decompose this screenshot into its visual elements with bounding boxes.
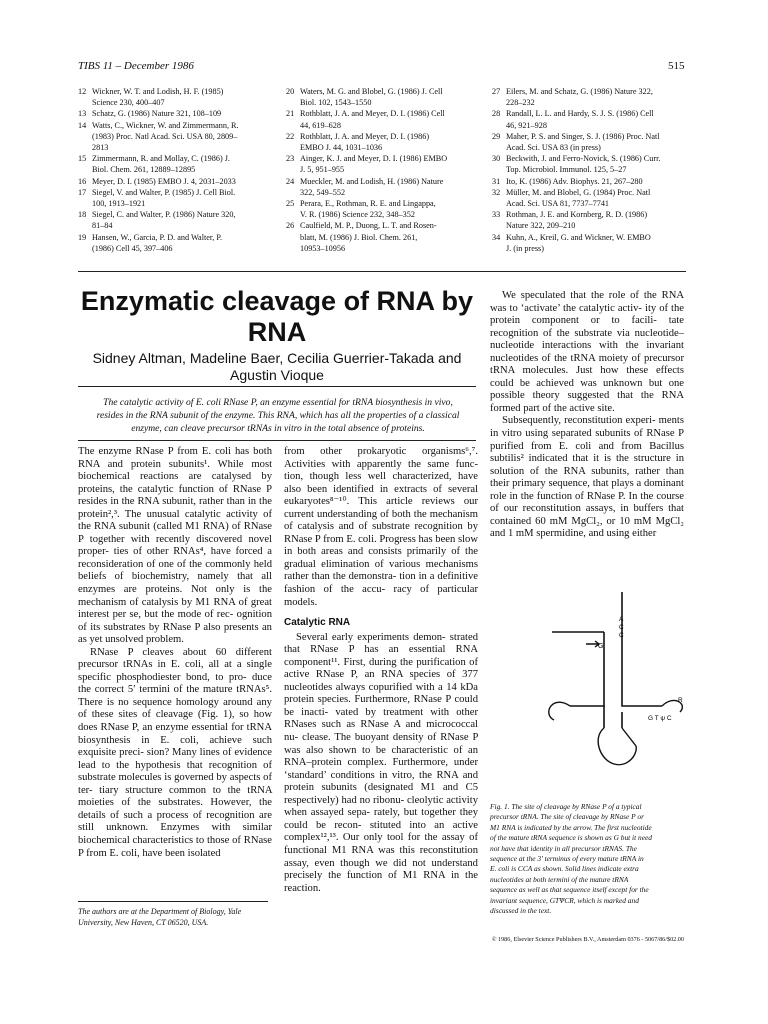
body-text-line: ity of the protein component or to facili- bbox=[490, 302, 684, 327]
body-text-line: catalytic activity of the RNA subunit bbox=[78, 508, 272, 533]
reference-text: Ito, K. (1986) Adv. Biophys. 21, 267–280 bbox=[506, 176, 643, 186]
figure-label-a: A bbox=[619, 616, 624, 623]
reference-text: 81–84 bbox=[92, 221, 113, 231]
authors-line: Agustin Vioque bbox=[230, 367, 324, 383]
body-text-line: though we did not understand precisely bbox=[284, 857, 478, 882]
body-text-line: our reconstitution assays, in buffers that bbox=[503, 503, 684, 515]
reference-text: Perara, E., Rothman, R. E. and Lingappa, bbox=[300, 199, 436, 209]
reference-number: 14 bbox=[78, 120, 87, 130]
body-text-line: tRNAs⁵. There is no sequence homology bbox=[78, 684, 273, 708]
body-text-line: duce the correct 5′ termini of the mature bbox=[78, 671, 272, 696]
abstract-line: resides in the RNA subunit of the enzyme. This RNA, which has all the properties of a classical bbox=[96, 410, 460, 421]
body-text-line: rather than in the protein²,³. The unusual bbox=[78, 496, 272, 520]
body-paragraph bbox=[490, 290, 684, 415]
body-text-line: the active site. bbox=[553, 402, 615, 414]
reference-number: 19 bbox=[78, 232, 87, 242]
body-text-line: We speculated that the role of the bbox=[502, 290, 657, 301]
reference-number: 25 bbox=[286, 199, 295, 209]
anticodon-stem-line bbox=[604, 706, 622, 728]
caption-line: sequence at the 3′ terminus of every mature tRNA in bbox=[490, 854, 644, 864]
body-text-line: under ‘standard’ conditions in vitro, the bbox=[284, 757, 478, 781]
reference-text: Siegel, V. and Walter, P. (1985) J. Cell Biol. bbox=[92, 187, 236, 197]
reference-entry bbox=[492, 86, 688, 108]
body-text-line: and 1 mM spermidine, and using either bbox=[490, 528, 657, 540]
reference-text: Watts, C., Wickner, W. and Zimmermann, R. bbox=[92, 120, 239, 130]
caption-line: not have that identity in all precursor tRNAS. The bbox=[490, 843, 637, 853]
reference-number: 22 bbox=[286, 131, 295, 141]
reference-text: Acad. Sci. USA 83 (in press) bbox=[506, 143, 601, 153]
body-text-line: RNase P from E. coli, have been isolated bbox=[78, 834, 272, 859]
caption-line: invariant sequence, GTΨCR, which is marked and bbox=[490, 895, 639, 905]
reference-text: Science 230, 400–407 bbox=[92, 98, 165, 108]
body-text-line: held beliefs of biochemistry, namely that bbox=[78, 558, 272, 583]
body-text-line: such as RNase A and micrococcal nu- bbox=[284, 719, 478, 744]
body-text-line: ognition of its substrates by RNase P also bbox=[78, 609, 272, 633]
figure-label-c: C bbox=[619, 632, 624, 639]
reference-entry bbox=[78, 209, 274, 231]
body-text-line: Subsequently, reconstitution experi- bbox=[502, 415, 656, 427]
body-text-line: are still unknown. Enzymes with similar bbox=[78, 809, 272, 834]
page-number: 515 bbox=[668, 60, 685, 72]
d-loop-line bbox=[549, 702, 570, 720]
authors-line: Sidney Altman, Madeline Baer, Cecilia Guerrier-Takada and bbox=[92, 350, 462, 366]
abstract-top-rule bbox=[78, 386, 476, 387]
body-text-line: tiary structure common to the tRNA bbox=[99, 784, 272, 796]
body-column-3 bbox=[490, 290, 684, 541]
body-text-line: copurified with a 14 kDa protein species. bbox=[284, 681, 478, 706]
body-text-line: hypothesis that recognition of substrate bbox=[78, 759, 272, 784]
body-text-line: have also been identified in extracts of bbox=[284, 471, 478, 495]
body-text-line: substrate recognition by RNase P from bbox=[284, 521, 479, 545]
body-column-1 bbox=[78, 446, 272, 860]
reference-number: 17 bbox=[78, 187, 87, 197]
reference-column-2 bbox=[286, 86, 482, 254]
reference-text: (1983) Proc. Natl Acad. Sci. USA 80, 2809– bbox=[92, 131, 238, 141]
body-text-line: from other prokaryotic organisms⁶,⁷. bbox=[284, 446, 478, 457]
body-text-line: RNase P resides in the RNA subunit, bbox=[78, 483, 272, 508]
body-text-line: tate recognition of the substrate via bbox=[490, 315, 684, 339]
body-text-line: molecules is governed by aspects of ter- bbox=[78, 772, 272, 796]
reference-text: J. 5, 951–955 bbox=[300, 165, 345, 175]
body-column-2 bbox=[284, 446, 478, 895]
reference-number: 12 bbox=[78, 87, 87, 96]
reference-text: Schatz, G. (1986) Nature 321, 108–109 bbox=[92, 109, 222, 119]
body-text-line: mechanisms rather than the demonstra- bbox=[284, 558, 478, 583]
body-text-line: Activities with apparently the same func- bbox=[284, 458, 478, 470]
body-text-line: RNase P cleaves about 60 different bbox=[90, 646, 272, 658]
reference-text: Rothblatt, J. A. and Meyer, D. I. (1986) bbox=[300, 131, 430, 141]
body-paragraph bbox=[490, 415, 684, 540]
body-text-line: only tool for the assay of functional M1 bbox=[284, 832, 479, 856]
body-text-line: racy of particular models. bbox=[284, 584, 479, 608]
reference-text: Maher, P. S. and Singer, S. J. (1986) Proc. Natl bbox=[506, 131, 660, 141]
t-arm-line bbox=[622, 688, 662, 706]
reference-entry bbox=[78, 86, 274, 108]
reference-text: Kuhn, A., Kreil, G. and Wickner, W. EMBO bbox=[506, 232, 651, 242]
reference-number: 16 bbox=[78, 176, 87, 186]
reference-text: Acad. Sci. USA 81, 7737–7741 bbox=[506, 199, 610, 209]
body-text-line: Bacillus subtilis² indicated that it is the bbox=[490, 440, 684, 465]
reference-entry bbox=[286, 198, 482, 220]
reference-text: Top. Microbiol. Immunol. 125, 5–27 bbox=[506, 165, 627, 175]
reference-text: 46, 921–928 bbox=[506, 120, 547, 130]
reference-text: Mueckler, M. and Lodish, H. (1986) Nature bbox=[300, 176, 444, 186]
reference-number: 28 bbox=[492, 109, 501, 119]
body-column-2-intro bbox=[284, 446, 478, 609]
body-text-line: most biochemical reactions are catalysed bbox=[78, 458, 273, 483]
reference-number: 24 bbox=[286, 176, 295, 186]
body-text-line: around any of these sites of cleavage bbox=[78, 696, 272, 721]
reference-text: Hansen, W., Garcia, P. D. and Walter, P. bbox=[92, 232, 223, 242]
body-text-line: moieties of the substrates. However, the bbox=[78, 797, 272, 809]
reference-number: 13 bbox=[78, 109, 87, 119]
title-line: RNA bbox=[247, 317, 307, 347]
caption-line: of the mature tRNA sequence is shown as G but it need bbox=[490, 833, 652, 843]
body-text-line: moiety of precursor tRNA molecules. bbox=[490, 352, 684, 377]
body-text-line: species of 377 nucleotides always bbox=[284, 669, 478, 693]
article-title bbox=[78, 286, 476, 348]
body-text-line: nucleotide–nucleotide interactions with bbox=[490, 327, 684, 352]
reference-entry bbox=[492, 176, 688, 187]
body-text-line: (Fig. 1), so how does RNase P, an bbox=[78, 709, 272, 734]
reference-text: Rothblatt, J. A. and Meyer, D. I. (1986) Cell bbox=[300, 109, 445, 119]
body-paragraph bbox=[78, 446, 272, 647]
body-text-line: RNA was to ‘activate’ the catalytic activ- bbox=[490, 290, 684, 314]
footnote-line: The authors are at the Department of Biology, Yale bbox=[78, 907, 242, 916]
body-text-line: tion, though less well characterized, bbox=[284, 471, 452, 483]
reference-number: 33 bbox=[492, 210, 501, 220]
reference-text: Nature 322, 209–210 bbox=[506, 221, 576, 231]
body-text-line: gradual elimination of various bbox=[284, 558, 421, 570]
reference-column-3 bbox=[492, 86, 688, 254]
body-text-line: areas and consists primarily of the bbox=[321, 546, 478, 558]
body-text-line: was unknown but one possible theory bbox=[490, 377, 684, 402]
reference-entry bbox=[286, 86, 482, 108]
body-text-line: RNA–protein complex. Furthermore, bbox=[284, 757, 449, 769]
reference-text: 100, 1913–1921 bbox=[92, 199, 146, 209]
abstract-line: enzyme, can cleave precursor tRNAs in vitro in the total absence of proteins. bbox=[131, 423, 425, 434]
reference-text: Rothman, J. E. and Kornberg, R. D. (1986) bbox=[506, 210, 648, 220]
reference-text: Biol. 102, 1543–1550 bbox=[300, 98, 372, 108]
author-affiliation-footnote bbox=[78, 907, 268, 928]
body-text-line: suggested that the RNA formed part of bbox=[490, 390, 685, 414]
reference-entry bbox=[78, 176, 274, 187]
reference-entry bbox=[286, 153, 482, 175]
body-text-line: clease. The buoyant density of RNase P bbox=[302, 732, 478, 744]
reference-text: Beckwith, J. and Ferro-Novick, S. (1986) Curr. bbox=[506, 154, 661, 164]
body-text-line: strated that RNase P has an essential bbox=[284, 631, 478, 656]
reference-entry bbox=[78, 187, 274, 209]
reference-text: Randall, L. L. and Hardy, S. J. S. (1986) Cell bbox=[506, 109, 654, 119]
body-text-line: the function of M1 RNA in the reaction. bbox=[284, 870, 478, 894]
reference-text: 44, 619–628 bbox=[300, 120, 341, 130]
figure-label-g: G bbox=[598, 643, 604, 650]
body-paragraph bbox=[284, 446, 478, 609]
abstract-line: The catalytic activity of E. coli RNase P, an enzyme essential for tRNA biosynthesis in vivo, bbox=[103, 397, 453, 408]
body-text-line: enzyme essential for tRNA biosynthesis bbox=[78, 722, 272, 746]
copyright-line: © 1986, Elsevier Science Publishers B.V., Amsterdam 0376 - 5067/86/$02.00 bbox=[491, 936, 684, 943]
figure-caption bbox=[490, 802, 682, 916]
article-authors bbox=[78, 350, 476, 384]
reference-text: Caulfield, M. P., Duong, L. T. and Rosen- bbox=[300, 221, 437, 231]
reference-text: 228–232 bbox=[506, 98, 535, 108]
caption-line: discussed in the text. bbox=[490, 906, 552, 916]
reference-text: Zimmermann, R. and Mollay, C. (1986) J. bbox=[92, 154, 230, 164]
body-paragraph bbox=[78, 647, 272, 860]
reference-number: 18 bbox=[78, 210, 87, 220]
figure-label-gtpsic: G T ψ C bbox=[648, 715, 672, 722]
reference-entry bbox=[78, 108, 274, 119]
body-paragraph bbox=[284, 632, 478, 895]
body-column-2-section bbox=[284, 632, 478, 895]
reference-entry bbox=[78, 232, 274, 254]
reference-number: 23 bbox=[286, 154, 295, 164]
body-text-line: the function of RNase P. In the course of bbox=[490, 490, 684, 515]
body-text-line: RNA and protein subunits (designated bbox=[284, 769, 478, 794]
abstract-bottom-rule bbox=[78, 440, 476, 441]
reference-entry bbox=[492, 187, 688, 209]
caption-line: sequence as well as that sequence itself except for the bbox=[490, 885, 649, 895]
reference-text: V. R. (1986) Science 232, 348–352 bbox=[300, 210, 415, 220]
reference-number: 26 bbox=[286, 221, 295, 231]
caption-line: Fig. 1. The site of cleavage by RNase P of a typical bbox=[490, 802, 642, 811]
body-text-line: specific phosphodiester bond, to pro- bbox=[78, 671, 247, 683]
body-text-line: both the mechanism of catalysis and of bbox=[284, 508, 478, 533]
body-text-line: M1 and C5 respectively) had no ribonu- bbox=[284, 782, 478, 806]
body-text-line: both RNA and protein subunits¹. While bbox=[78, 446, 272, 470]
reference-entry bbox=[492, 209, 688, 231]
reference-number: 15 bbox=[78, 154, 87, 164]
body-text-line: cleolytic activity when assayed sepa- bbox=[284, 794, 478, 819]
journal-header: TIBS 11 – December 1986 bbox=[78, 60, 194, 72]
caption-line: nucleotides at both termini of the mature tRNA bbox=[490, 874, 629, 884]
reference-divider bbox=[78, 271, 686, 272]
d-arm-line bbox=[570, 688, 604, 706]
body-text-line: all enzymes are proteins. Not only is the bbox=[78, 571, 272, 596]
body-text-line: by proteins, the catalytic function of bbox=[78, 471, 272, 495]
body-text-line: Furthermore, RNase P could be inacti- bbox=[284, 694, 478, 718]
body-text-line: biochemical characteristics to those of bbox=[78, 834, 241, 846]
reference-text: (1986) Cell 45, 397–406 bbox=[92, 243, 173, 253]
body-text-line: ments in vitro using separated subunits of bbox=[490, 415, 684, 440]
body-text-line: reconsideration of one of the commonly bbox=[78, 558, 251, 570]
reference-number: 31 bbox=[492, 176, 501, 186]
reference-text: blatt, M. (1986) J. Biol. Chem. 261, bbox=[300, 232, 418, 242]
figure-label-r: R bbox=[678, 697, 683, 704]
reference-text: Wickner, W. T. and Lodish, H. F. (1985) bbox=[92, 87, 224, 96]
body-text-line: details of such a process of recognition bbox=[78, 809, 255, 821]
anticodon-loop-line bbox=[598, 728, 636, 765]
caption-line: precursor tRNA. The site of cleavage by RNase P or bbox=[490, 812, 644, 822]
body-text-line: (called M1 RNA) of RNase P together bbox=[78, 521, 273, 545]
reference-text: 2813 bbox=[92, 143, 109, 153]
reference-number: 30 bbox=[492, 154, 501, 164]
body-text-line: RNA component¹¹. First, during the bbox=[284, 644, 478, 668]
reference-number: 29 bbox=[492, 131, 501, 141]
reference-number: 32 bbox=[492, 187, 501, 197]
body-text-line: rately, but together they could be recon- bbox=[284, 807, 478, 831]
body-text-line: subunits, rather than their primary bbox=[490, 465, 684, 490]
reference-text: EMBO J. 44, 1031–1036 bbox=[300, 143, 383, 153]
body-text-line: precursor tRNAs in E. coli, all at a single bbox=[78, 659, 272, 671]
body-text-line: was also shown to be characteristic of an bbox=[284, 744, 478, 756]
body-text-line: Just how these effects could be achieved bbox=[490, 365, 684, 389]
reference-entry bbox=[492, 108, 688, 130]
body-text-line: purification of active RNase P, an RNA bbox=[284, 656, 478, 681]
body-text-line: stituted into an active complex¹²,¹³. Our bbox=[284, 819, 478, 844]
body-text-line: reviews our current understanding of bbox=[284, 496, 478, 520]
body-text-line: sion? Many lines of evidence lead to the bbox=[78, 747, 272, 771]
reference-text: 322, 549–552 bbox=[300, 187, 346, 197]
body-text-line: vated by treatment with other RNases bbox=[284, 706, 479, 731]
reference-column-1 bbox=[78, 86, 274, 254]
body-text-line: presents an as yet unsolved problem. bbox=[78, 621, 272, 646]
abstract bbox=[82, 396, 474, 435]
reference-text: Siegel, C. and Walter, P. (1986) Nature 320, bbox=[92, 210, 236, 220]
caption-line: E. coli is CCA as shown. Solid lines indicate extra bbox=[490, 864, 639, 874]
footnote-line: University, New Haven, CT 06520, USA. bbox=[78, 917, 209, 927]
reference-text: J. (in press) bbox=[506, 243, 544, 253]
body-text-line: sequence, that plays a dominant role in bbox=[490, 478, 684, 502]
trna-figure bbox=[492, 588, 692, 794]
reference-text: Waters, M. G. and Blobel, G. (1986) J. Cell bbox=[300, 87, 443, 96]
reference-entry bbox=[78, 120, 274, 154]
reference-entry bbox=[78, 153, 274, 175]
reference-number: 20 bbox=[286, 87, 295, 96]
body-text-line: in E. coli, achieve such exquisite preci- bbox=[78, 734, 272, 759]
section-heading: Catalytic RNA bbox=[284, 617, 351, 629]
body-text-line: several eukaryotes⁸⁻¹⁰. This article bbox=[284, 483, 478, 508]
body-text-line: structure in solution of the RNA bbox=[490, 453, 684, 477]
body-text-line: Several early experiments demon- bbox=[296, 631, 446, 643]
reference-entry bbox=[286, 220, 482, 254]
reference-entry bbox=[492, 232, 688, 254]
body-text-line: the invariant nucleotides of the tRNA bbox=[490, 340, 684, 364]
reference-entry bbox=[492, 131, 688, 153]
reference-entry bbox=[286, 176, 482, 198]
reference-text: 10953–10956 bbox=[300, 243, 346, 253]
reference-entry bbox=[286, 108, 482, 130]
reference-text: Meyer, D. I. (1985) EMBO J. 4, 2031–2033 bbox=[92, 176, 236, 186]
reference-text: Müller, M. and Blobel, G. (1984) Proc. Natl bbox=[506, 187, 651, 197]
reference-number: 21 bbox=[286, 109, 295, 119]
reference-entry bbox=[492, 153, 688, 175]
body-text-line: tion in a definitive fashion of the accu- bbox=[284, 571, 478, 596]
body-text-line: mechanism of catalysis by M1 RNA of bbox=[78, 596, 248, 608]
body-text-line: E. coli. Progress has been slow in both bbox=[284, 533, 478, 558]
body-text-line: contained 60 mM MgCl₂, or 10 mM MgCl₂ bbox=[490, 515, 684, 527]
body-text-line: The enzyme RNase P from E. coli has bbox=[78, 446, 250, 457]
reference-text: Eilers, M. and Schatz, G. (1986) Nature 322, bbox=[506, 87, 653, 96]
reference-entry bbox=[286, 131, 482, 153]
footnote-rule bbox=[78, 901, 268, 902]
title-line: Enzymatic cleavage of RNA by bbox=[80, 286, 474, 316]
body-text-line: great interest per se, but the mode of rec- bbox=[78, 596, 272, 621]
body-text-line: RNase P purified from E. coli and from bbox=[490, 428, 684, 452]
reference-text: Ainger, K. J. and Meyer, D. I. (1986) EMBO bbox=[300, 154, 448, 164]
reference-text: Biol. Chem. 261, 12889–12895 bbox=[92, 165, 196, 175]
body-text-line: RNA was this reconstitution assay, even bbox=[284, 844, 478, 869]
caption-line: M1 RNA is indicated by the arrow. The first nucleotide bbox=[490, 822, 652, 832]
body-text-line: ties of other RNAs⁴, have forced a bbox=[113, 546, 272, 558]
figure-label-c: C bbox=[619, 624, 624, 631]
body-text-line: with recently discovered novel proper- bbox=[78, 533, 272, 558]
reference-number: 27 bbox=[492, 87, 501, 96]
reference-number: 34 bbox=[492, 232, 501, 242]
